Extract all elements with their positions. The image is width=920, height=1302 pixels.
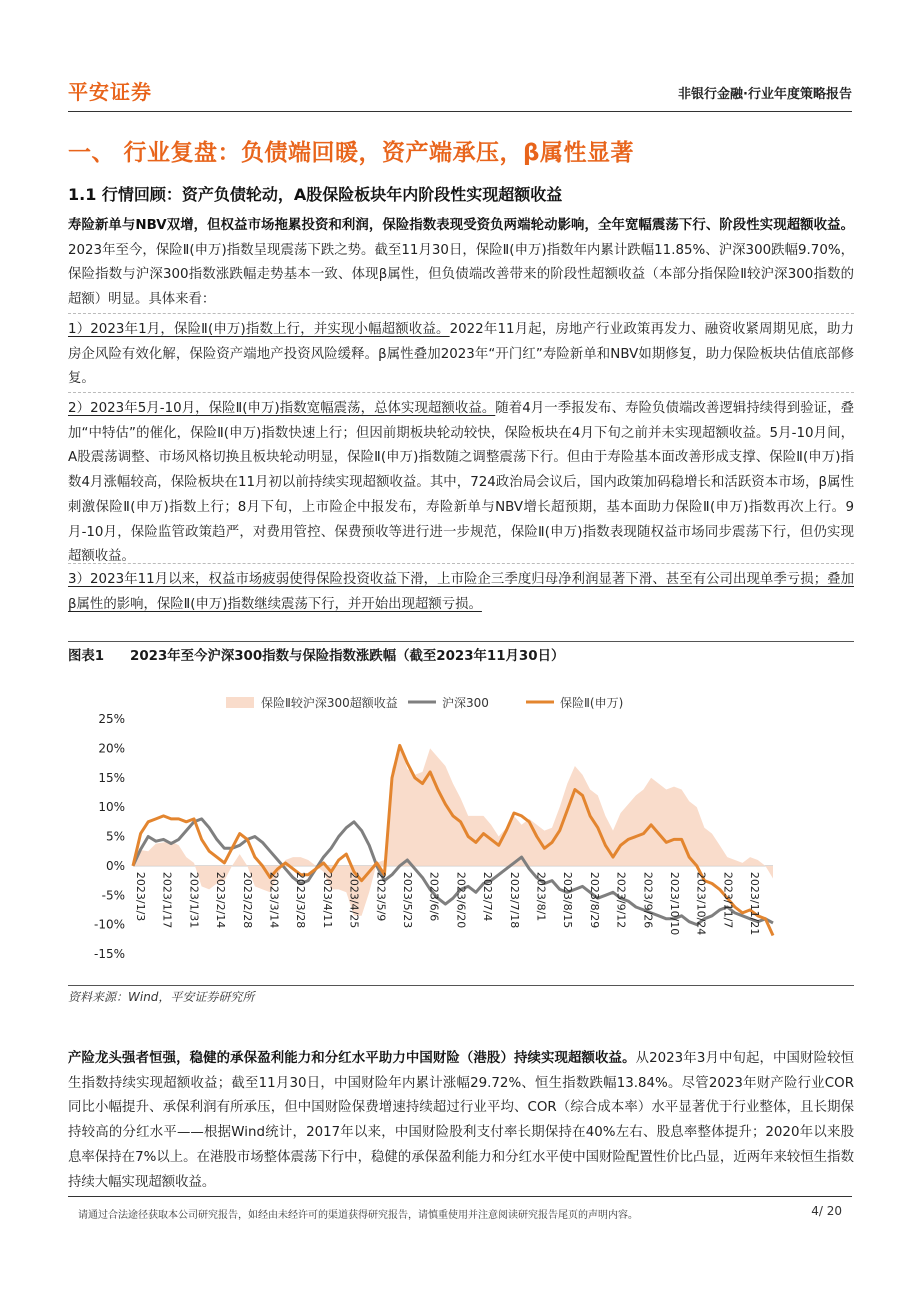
- chart-legend: [226, 695, 623, 710]
- x-tick-label: 2023/1/17: [160, 871, 174, 929]
- conclusion-paragraph: [68, 1047, 854, 1195]
- y-tick-label: 20%: [98, 741, 125, 756]
- x-tick-label: 2023/2/14: [214, 871, 228, 929]
- x-tick-label: 2023/6/6: [427, 871, 441, 922]
- divider: [68, 392, 854, 393]
- section-title: 一、 行业复盘：负债端回暖，资产端承压，β属性显著: [68, 140, 634, 166]
- point-2-body: 随着4月一季报发布、寿险负债端改善逻辑持续得到验证，叠加“中特估”的催化，保险Ⅱ(申万)指数快速上行；但因前期板块轮动较快，保险板块在4月下旬之前并未实现超额收益。5月-10月间，A股震荡调整、市场风格切换且板块轮动明显，保险Ⅱ(申万)指数随之调整震荡下行。但由于寿险基本面改善形成支撑、保险Ⅱ(申万)指数4月涨幅较高，保险板块在11月初以前持续实现超额收益。其中，724政治局会议后，国内政策加码稳增长和活跃资本市场，β属性刺激保险Ⅱ(申万)指数上行；8月下旬，上市险企中报发布，寿险新单与NBV增长超预期，基本面助力保险Ⅱ(申万)指数再次上行。9月-10月，保险监管政策趋严，对费用管控、保费预收等进行进一步规范，保险Ⅱ(申万)指数表现随权益市场同步震荡下行，但仍实现超额收益。: [68, 401, 854, 565]
- point-2: [68, 397, 854, 570]
- legend-label-hs300: 沪深300: [442, 696, 489, 710]
- point-1-body: 2022年11月起，房地产行业政策再发力、融资收紧周期见底，助力房企风险有效化解，保险资产端地产投资风险缓释。β属性叠加2023年“开门红”寿险新单和NBV如期修复，助力保险板块估值底部修复。: [68, 322, 854, 387]
- point-1-lead: 1）2023年1月，保险Ⅱ(申万)指数上行，并实现小幅超额收益。: [68, 322, 450, 337]
- y-tick-label: -10%: [93, 917, 125, 932]
- figure-source: 资料来源：Wind，平安证券研究所: [68, 985, 854, 1005]
- x-tick-label: 2023/7/4: [481, 871, 495, 922]
- y-tick-label: 10%: [98, 800, 125, 815]
- x-tick-label: 2023/1/3: [134, 871, 147, 922]
- intro-lead: 寿险新单与NBV双增，但权益市场拖累投资和利润，保险指数表现受资负两端轮动影响，全年宽幅震荡下行、阶段性实现超额收益。: [68, 218, 854, 233]
- page-header: [68, 76, 852, 112]
- y-tick-label: 25%: [98, 712, 125, 726]
- x-tick-label: 2023/9/12: [614, 871, 628, 929]
- x-tick-label: 2023/3/14: [267, 871, 281, 929]
- page-number: 4/ 20: [811, 1204, 842, 1218]
- legend-label-insurance: 保险Ⅱ(申万): [560, 696, 624, 710]
- x-tick-label: 2023/9/26: [641, 871, 655, 929]
- report-type: 非银行金融·行业年度策略报告: [678, 87, 852, 102]
- conclusion-lead: 产险龙头强者恒强，稳健的承保盈利能力和分红水平助力中国财险（港股）持续实现超额收益。: [68, 1051, 636, 1066]
- footer-divider: [68, 1196, 852, 1197]
- x-tick-label: 2023/8/15: [561, 871, 575, 929]
- x-tick-label: 2023/5/23: [401, 871, 414, 929]
- legend-swatch-excess: [226, 697, 254, 708]
- line-chart: [68, 680, 854, 985]
- x-tick-label: 2023/6/20: [454, 871, 468, 929]
- point-1: [68, 318, 854, 392]
- intro-paragraph: [68, 214, 854, 313]
- y-tick-label: 0%: [105, 858, 125, 873]
- intro-body: 2023年至今，保险Ⅱ(申万)指数呈现震荡下跌之势。截至11月30日，保险Ⅱ(申万)指数年内累计跌幅11.85%、沪深300跌幅9.70%，保险指数与沪深300指数涨跌幅走势基本一致、体现β属性，但负债端改善带来的阶段性超额收益（本部分指保险Ⅱ较沪深300指数的超额）明显。具体来看：: [68, 242, 854, 308]
- x-tick-label: 2023/8/1: [534, 871, 548, 922]
- x-tick-label: 2023/8/29: [587, 871, 601, 929]
- figure-caption: 2023年至今沪深300指数与保险指数涨跌幅（截至2023年11月30日）: [130, 649, 565, 664]
- footer-disclaimer: 请通过合法途径获取本公司研究报告，如经由未经许可的渠道获得研究报告，请慎重使用并注意阅读研究报告尾页的声明内容。: [78, 1210, 638, 1221]
- y-tick-label: -15%: [93, 947, 125, 961]
- point-3: [68, 568, 854, 617]
- x-tick-label: 2023/7/18: [507, 871, 521, 929]
- x-tick-label: 2023/1/31: [187, 871, 201, 929]
- x-tick-label: 2023/4/25: [347, 871, 361, 929]
- x-tick-label: 2023/11/7: [721, 871, 735, 929]
- point-2-lead: 2）2023年5月-10月，保险Ⅱ(申万)指数宽幅震荡，总体实现超额收益。: [68, 401, 496, 416]
- y-tick-label: 15%: [98, 770, 125, 785]
- point-3-lead: 3）2023年11月以来，权益市场疲弱使得保险投资收益下滑，上市险企三季度归母净利润显著下滑、甚至有公司出现单季亏损；叠加β属性的影响，保险Ⅱ(申万)指数继续震荡下行，并开始出现超额亏损。: [68, 572, 854, 612]
- x-tick-label: 2023/10/10: [668, 871, 681, 936]
- x-tick-label: 2023/10/24: [694, 871, 708, 936]
- y-tick-label: 5%: [105, 829, 125, 844]
- company-logo: 平安证券: [68, 80, 152, 104]
- x-tick-label: 2023/5/9: [374, 871, 388, 922]
- subsection-title: 1.1 行情回顾：资产负债轮动，A股保险板块年内阶段性实现超额收益: [68, 185, 563, 204]
- x-tick-label: 2023/2/28: [240, 871, 254, 929]
- conclusion-body: 从2023年3月中旬起，中国财险较恒生指数持续实现超额收益；截至11月30日，中国财险年内累计涨幅29.72%、恒生指数跌幅13.84%。尽管2023年财产险行业COR同比小幅提升、承保利润有所承压，但中国财险保费增速持续超过行业平均、COR（综合成本率）水平显著优于行业整体，且长期保持较高的分红水平——根据Wind统计，2017年以来，中国财险股利支付率长期保持在40%左右、股息率整体提升；2020年以来股息率保持在7%以上。在港股市场整体震荡下行中，稳健的承保盈利能力和分红水平使中国财险配置性价比凸显，近两年来较恒生指数持续大幅实现超额收益。: [68, 1051, 854, 1190]
- divider: [68, 563, 854, 564]
- y-tick-label: -5%: [101, 888, 125, 903]
- x-tick-label: 2023/11/21: [748, 871, 762, 936]
- x-tick-label: 2023/4/11: [320, 871, 334, 929]
- figure-number: 图表1: [68, 649, 105, 664]
- divider: [68, 313, 854, 314]
- x-tick-label: 2023/3/28: [294, 871, 308, 929]
- legend-label-excess: 保险Ⅱ较沪深300超额收益: [261, 696, 398, 710]
- figure-title: [68, 641, 854, 665]
